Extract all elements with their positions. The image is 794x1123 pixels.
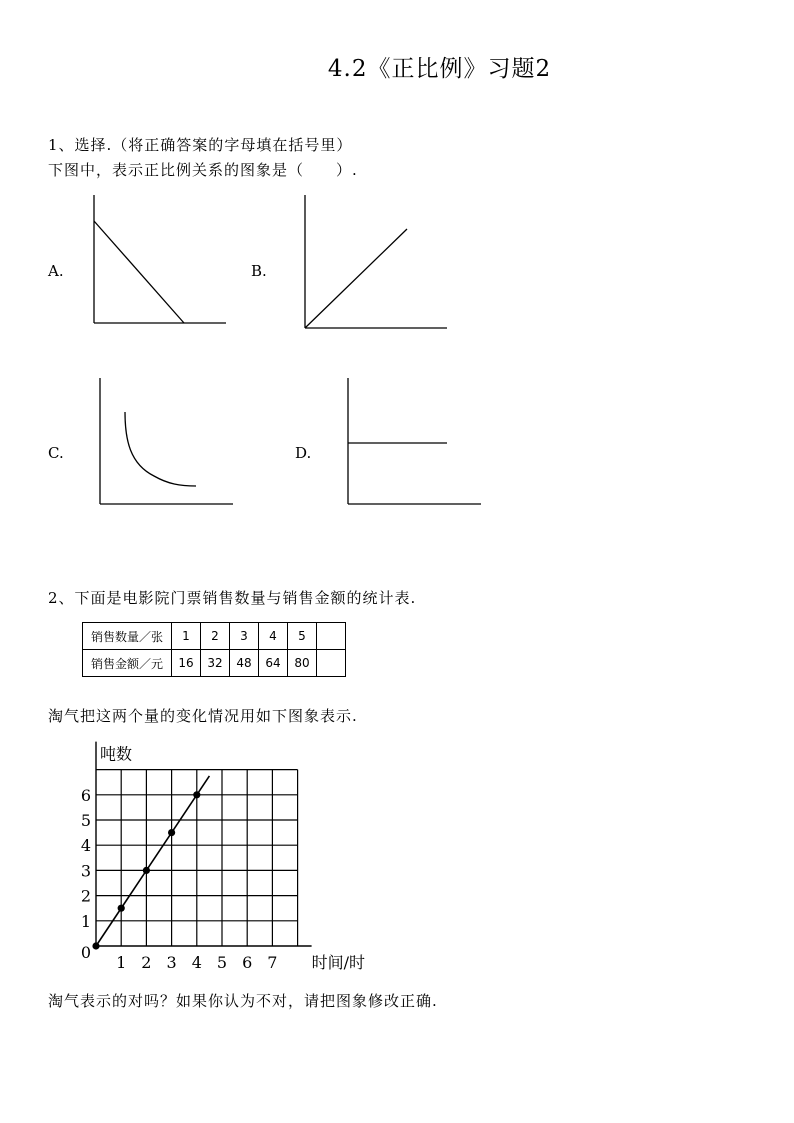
y-tick-label: 4	[80, 836, 91, 856]
table-cell: 16	[172, 650, 201, 677]
table-cell: 80	[288, 650, 317, 677]
table-cell: 1	[172, 623, 201, 650]
x-tick-label: 1	[116, 953, 127, 972]
y-tick-label: 2	[80, 886, 91, 906]
table-cell: 5	[288, 623, 317, 650]
x-tick-label: 2	[141, 953, 152, 972]
data-point	[143, 867, 150, 874]
y-axis-label: 吨数	[100, 744, 133, 764]
data-point	[193, 791, 200, 798]
x-tick-label: 5	[216, 953, 228, 972]
y-tick-label: 1	[80, 911, 91, 931]
question-1-text: 下图中，表示正比例关系的图象是（ ）.	[48, 161, 358, 179]
x-tick-label: 6	[242, 953, 253, 972]
origin-label: 0	[80, 943, 91, 962]
y-tick-label: 3	[80, 861, 91, 881]
table-cell: 3	[230, 623, 259, 650]
data-point	[168, 829, 175, 836]
data-point	[118, 905, 125, 912]
x-tick-label: 3	[166, 953, 177, 972]
table-cell: 64	[259, 650, 288, 677]
table-cell: 2	[201, 623, 230, 650]
table-cell: 48	[230, 650, 259, 677]
y-tick-label: 6	[80, 785, 91, 805]
option-b-label: B.	[251, 262, 267, 280]
closing-question: 淘气表示的对吗？如果你认为不对，请把图象修改正确.	[48, 992, 438, 1010]
table-row-header: 销售数量／张	[83, 623, 172, 650]
y-tick-label: 5	[80, 811, 91, 830]
x-tick-label: 4	[191, 953, 202, 972]
page-title: 4.2《正比例》习题2	[327, 56, 552, 82]
option-d-label: D.	[295, 444, 312, 462]
graph-intro-text: 淘气把这两个量的变化情况用如下图象表示.	[48, 707, 358, 725]
table-cell: 32	[201, 650, 230, 677]
option-c-label: C.	[48, 444, 64, 462]
option-a-label: A.	[48, 262, 64, 280]
question-2-prompt: 2、下面是电影院门票销售数量与销售金额的统计表.	[48, 589, 417, 607]
table-cell: 4	[259, 623, 288, 650]
x-axis-label: 时间/时	[311, 953, 366, 972]
table-row-header: 销售金额／元	[83, 650, 172, 677]
data-point	[92, 942, 99, 949]
x-tick-label: 7	[267, 953, 278, 972]
question-1-prompt: 1、选择.（将正确答案的字母填在括号里）	[48, 136, 353, 154]
